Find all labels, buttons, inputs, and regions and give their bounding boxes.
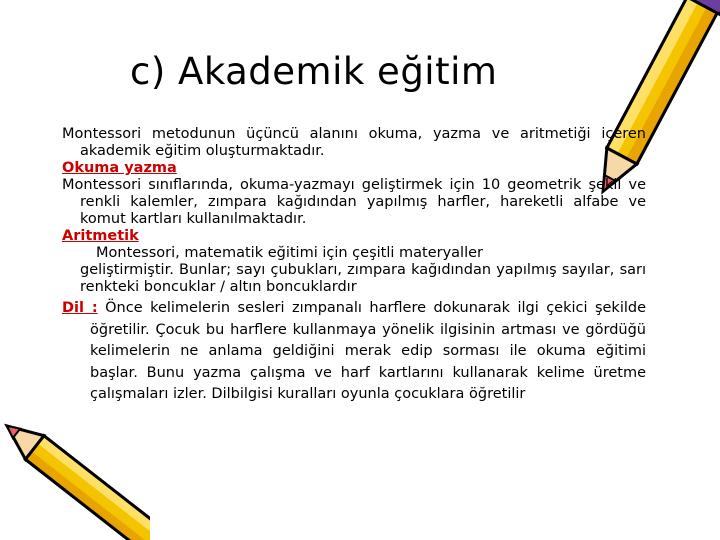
language-text: Önce kelimelerin sesleri zımpanalı harflere dokunarak ilgi çekici şekilde öğretilir. Çocuk bu harflere kullanmaya yönelik ilgisinin artması ve gördüğü kelimelerin ne anlama geldiğini merak edip sorması ile okuma eğitimi başlar. Bunu yazma çalışma ve harf kartlarını kullanarak kelime üretme çalışmaları izler. Dilbilgisi kuralları oyunla çocuklara öğretilir <box>90 300 647 402</box>
reading-heading: Okuma yazma <box>62 160 177 176</box>
slide-title: c) Akademik eğitim <box>130 50 498 93</box>
intro-paragraph: Montessori metodunun üçüncü alanını okuma, yazma ve aritmetiği içeren akademik eğitim oluşturmaktadır. <box>62 126 646 159</box>
math-paragraph <box>62 245 646 296</box>
language-paragraph <box>62 298 646 406</box>
math-paragraph-line1: Montessori, matematik eğitimi için çeşitli materyaller <box>96 245 483 261</box>
language-label: Dil : <box>62 300 98 316</box>
math-paragraph-rest: geliştirmiştir. Bunlar; sayı çubukları, zımpara kağıdından yapılmış sayılar, sarı renkteki boncuklar / altın boncuklardır <box>80 262 646 295</box>
slide-body <box>62 126 646 406</box>
pencil-icon-left <box>0 420 150 540</box>
reading-paragraph: Montessori sınıflarında, okuma-yazmayı geliştirmek için 10 geometrik şekil ve renkli kalemler, zımpara kağıdından yapılmış harfler, hareketli alfabe ve komut kartları kullanılmaktadır. <box>62 177 646 227</box>
math-heading: Aritmetik <box>62 228 139 244</box>
